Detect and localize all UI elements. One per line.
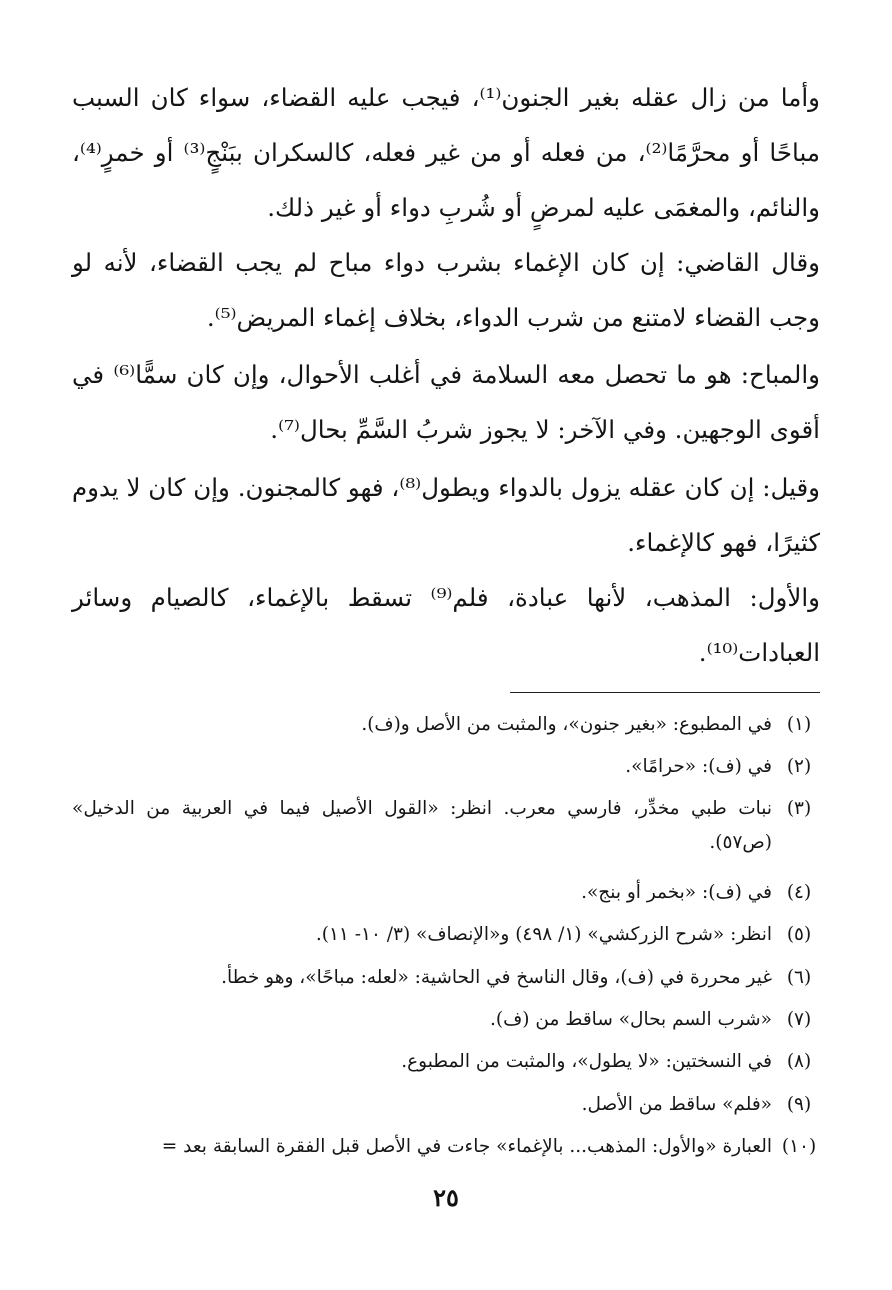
paragraph-5: والأول: المذهب، لأنها عبادة، فلم⁽⁹⁾ تسقط بالإغماء، كالصيام وسائر العبادات⁽¹⁰⁾. xyxy=(72,583,820,667)
footnote-text: «فلم» ساقط من الأصل. xyxy=(581,1094,772,1115)
footnote-number: (٤) xyxy=(786,882,812,903)
footnote-text: في (ف): «حرامًا». xyxy=(625,756,772,777)
footnote-number: (٦) xyxy=(786,967,812,988)
footnote-number: (٥) xyxy=(786,924,812,945)
footnote xyxy=(72,708,820,742)
paragraph-2: وقال القاضي: إن كان الإغماء بشرب دواء مباح لم يجب القضاء، لأنه لو وجب القضاء لامتنع من شرب الدواء، بخلاف إغماء المريض⁽⁵⁾. xyxy=(72,248,820,332)
footnote-number: (١) xyxy=(786,714,812,735)
page-number: ٢٥ xyxy=(433,1183,459,1212)
footnote xyxy=(72,1130,820,1164)
footnote-separator xyxy=(510,692,820,693)
footnote-number: (٨) xyxy=(786,1051,812,1072)
footnote xyxy=(72,1045,820,1079)
footnote-text: في (ف): «بخمر أو بنج». xyxy=(581,882,772,903)
footnote xyxy=(72,961,820,995)
footnote-text: في المطبوع: «بغير جنون»، والمثبت من الأصل و(ف). xyxy=(361,714,772,735)
footnote xyxy=(72,750,820,784)
footnote-number: (٣) xyxy=(786,798,812,819)
footnote xyxy=(72,918,820,952)
footnote-number: (٩) xyxy=(786,1094,812,1115)
paragraph-1: وأما من زال عقله بغير الجنون⁽¹⁾، فيجب عليه القضاء، سواء كان السبب مباحًا أو محرَّمًا⁽²⁾، من فعله أو من غير فعله، كالسكران ببَنْجٍ⁽³⁾ أو خمرٍ⁽⁴⁾، والنائم، والمغمَى عليه لمرضٍ أو شُربِ دواء أو غير ذلك. xyxy=(72,83,820,222)
footnote-text: نبات طبي مخدِّر، فارسي معرب. انظر: «القول الأصيل فيما في العربية من الدخيل» (ص٥٧). xyxy=(72,798,772,853)
footnote xyxy=(72,876,820,910)
footnote-text: العبارة «والأول: المذهب... بالإغماء» جاءت في الأصل قبل الفقرة السابقة بعد = xyxy=(161,1136,772,1157)
footnote xyxy=(72,792,820,860)
footnote-text: غير محررة في (ف)، وقال الناسخ في الحاشية: «لعله: مباحًا»، وهو خطأ. xyxy=(221,967,772,988)
footnote-text: انظر: «شرح الزركشي» (١/ ٤٩٨) و«الإنصاف» (٣/ ١٠- ١١). xyxy=(315,924,772,945)
footnote xyxy=(72,1088,820,1122)
footnote-text: «شرب السم بحال» ساقط من (ف). xyxy=(490,1009,772,1030)
footnote xyxy=(72,1003,820,1037)
footnote-number: (٢) xyxy=(786,756,812,777)
paragraph-3: والمباح: هو ما تحصل معه السلامة في أغلب الأحوال، وإن كان سمًّا⁽⁶⁾ في أقوى الوجهين. وفي الآخر: لا يجوز شربُ السَّمِّ بحال⁽⁷⁾. xyxy=(72,360,820,444)
footnote-text: في النسختين: «لا يطول»، والمثبت من المطبوع. xyxy=(401,1051,772,1072)
footnote-number: (٧) xyxy=(786,1009,812,1030)
footnote-number: (١٠) xyxy=(781,1136,817,1157)
paragraph-4: وقيل: إن كان عقله يزول بالدواء ويطول⁽⁸⁾، فهو كالمجنون. وإن كان لا يدوم كثيرًا، فهو كالإغماء. xyxy=(72,473,820,557)
